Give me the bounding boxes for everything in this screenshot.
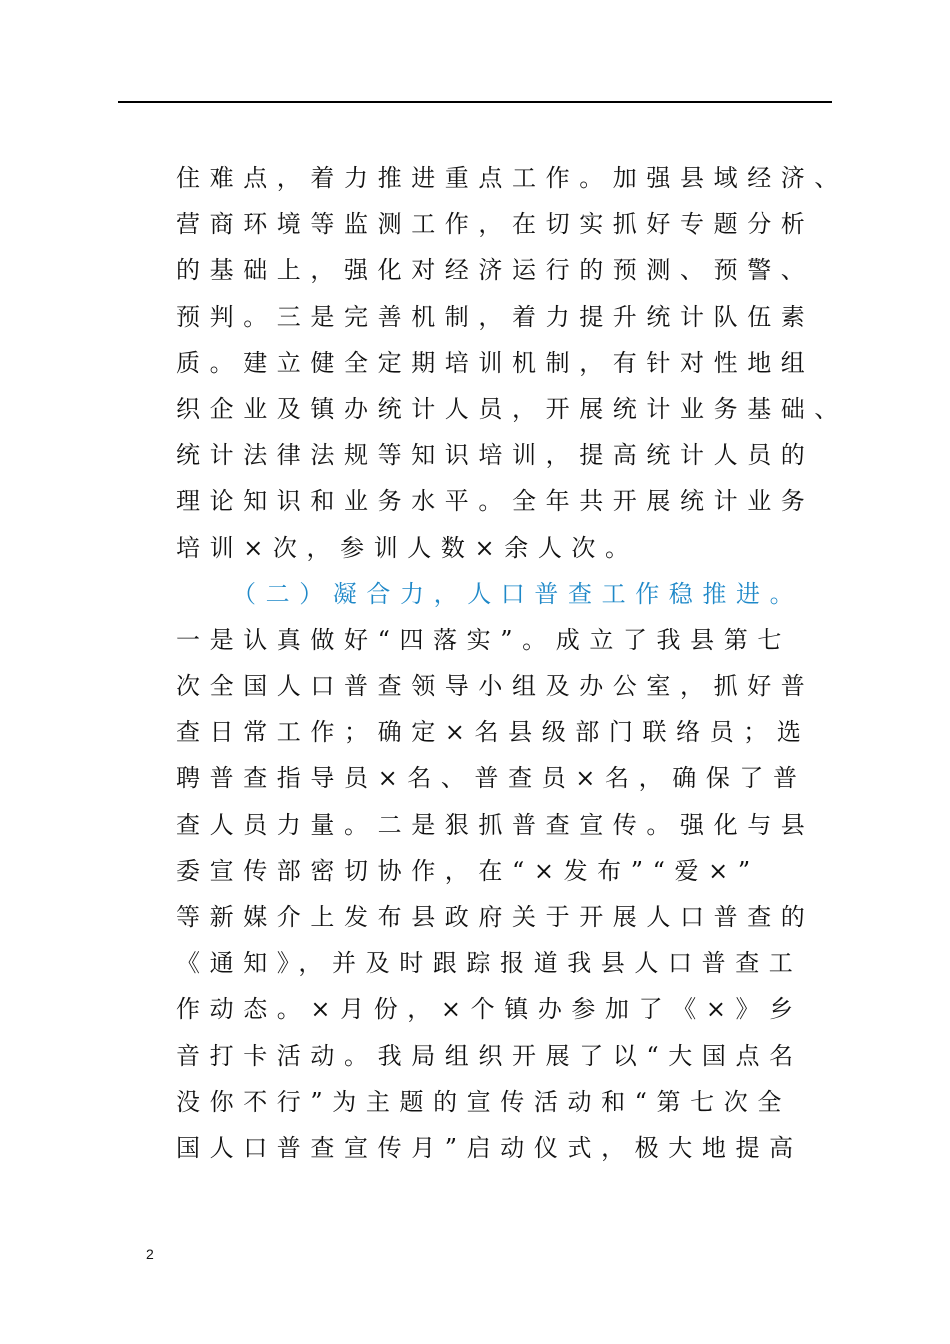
text-line: 《通知》，并及时跟踪报道我县人口普查工 [176,949,803,978]
text-line: 作动态。×月份，×个镇办参加了《×》乡 [176,995,803,1024]
text-line: 统计法律法规等知识培训，提高统计人员的 [176,441,815,470]
text-line: 一是认真做好“四落实”。成立了我县第七 [176,625,791,654]
text-line: 查日常工作；确定×名县级部门联络员；选 [176,718,811,747]
section-heading: （二）凝合力，人口普查工作稳推进。 [232,579,804,608]
text-line: 培训×次，参训人数×余人次。 [176,533,639,562]
text-line: 营商环境等监测工作，在切实抓好专题分析 [176,210,815,239]
page-number: 2 [146,1246,154,1262]
text-line: 质。建立健全定期培训机制，有针对性地组 [176,348,815,377]
text-line: 次全国人口普查领导小组及办公室，抓好普 [176,672,815,701]
text-line: 住难点，着力推进重点工作。加强县域经济、 [176,164,848,192]
text-line: 聘普查指导员×名、普查员×名，确保了普 [176,764,807,793]
text-line: 国人口普查宣传月”启动仪式，极大地提高 [176,1133,803,1162]
text-line: 的基础上，强化对经济运行的预测、预警、 [176,256,815,285]
text-line: 等新媒介上发布县政府关于开展人口普查的 [176,903,815,931]
header-rule [118,101,832,103]
text-line: 预判。三是完善机制，着力提升统计队伍素 [176,302,815,331]
text-line: 理论知识和业务水平。全年共开展统计业务 [176,487,815,516]
text-line: 查人员力量。二是狠抓普查宣传。强化与县 [176,810,815,839]
body-text [176,155,848,1171]
text-line: 没你不行”为主题的宣传活动和“第七次全 [176,1087,791,1116]
text-line: 音打卡活动。我局组织开展了以“大国点名 [176,1041,803,1070]
text-line: 织企业及镇办统计人员，开展统计业务基础、 [176,394,848,423]
text-line: 委宣传部密切协作，在“×发布”“爱×” [176,856,760,885]
